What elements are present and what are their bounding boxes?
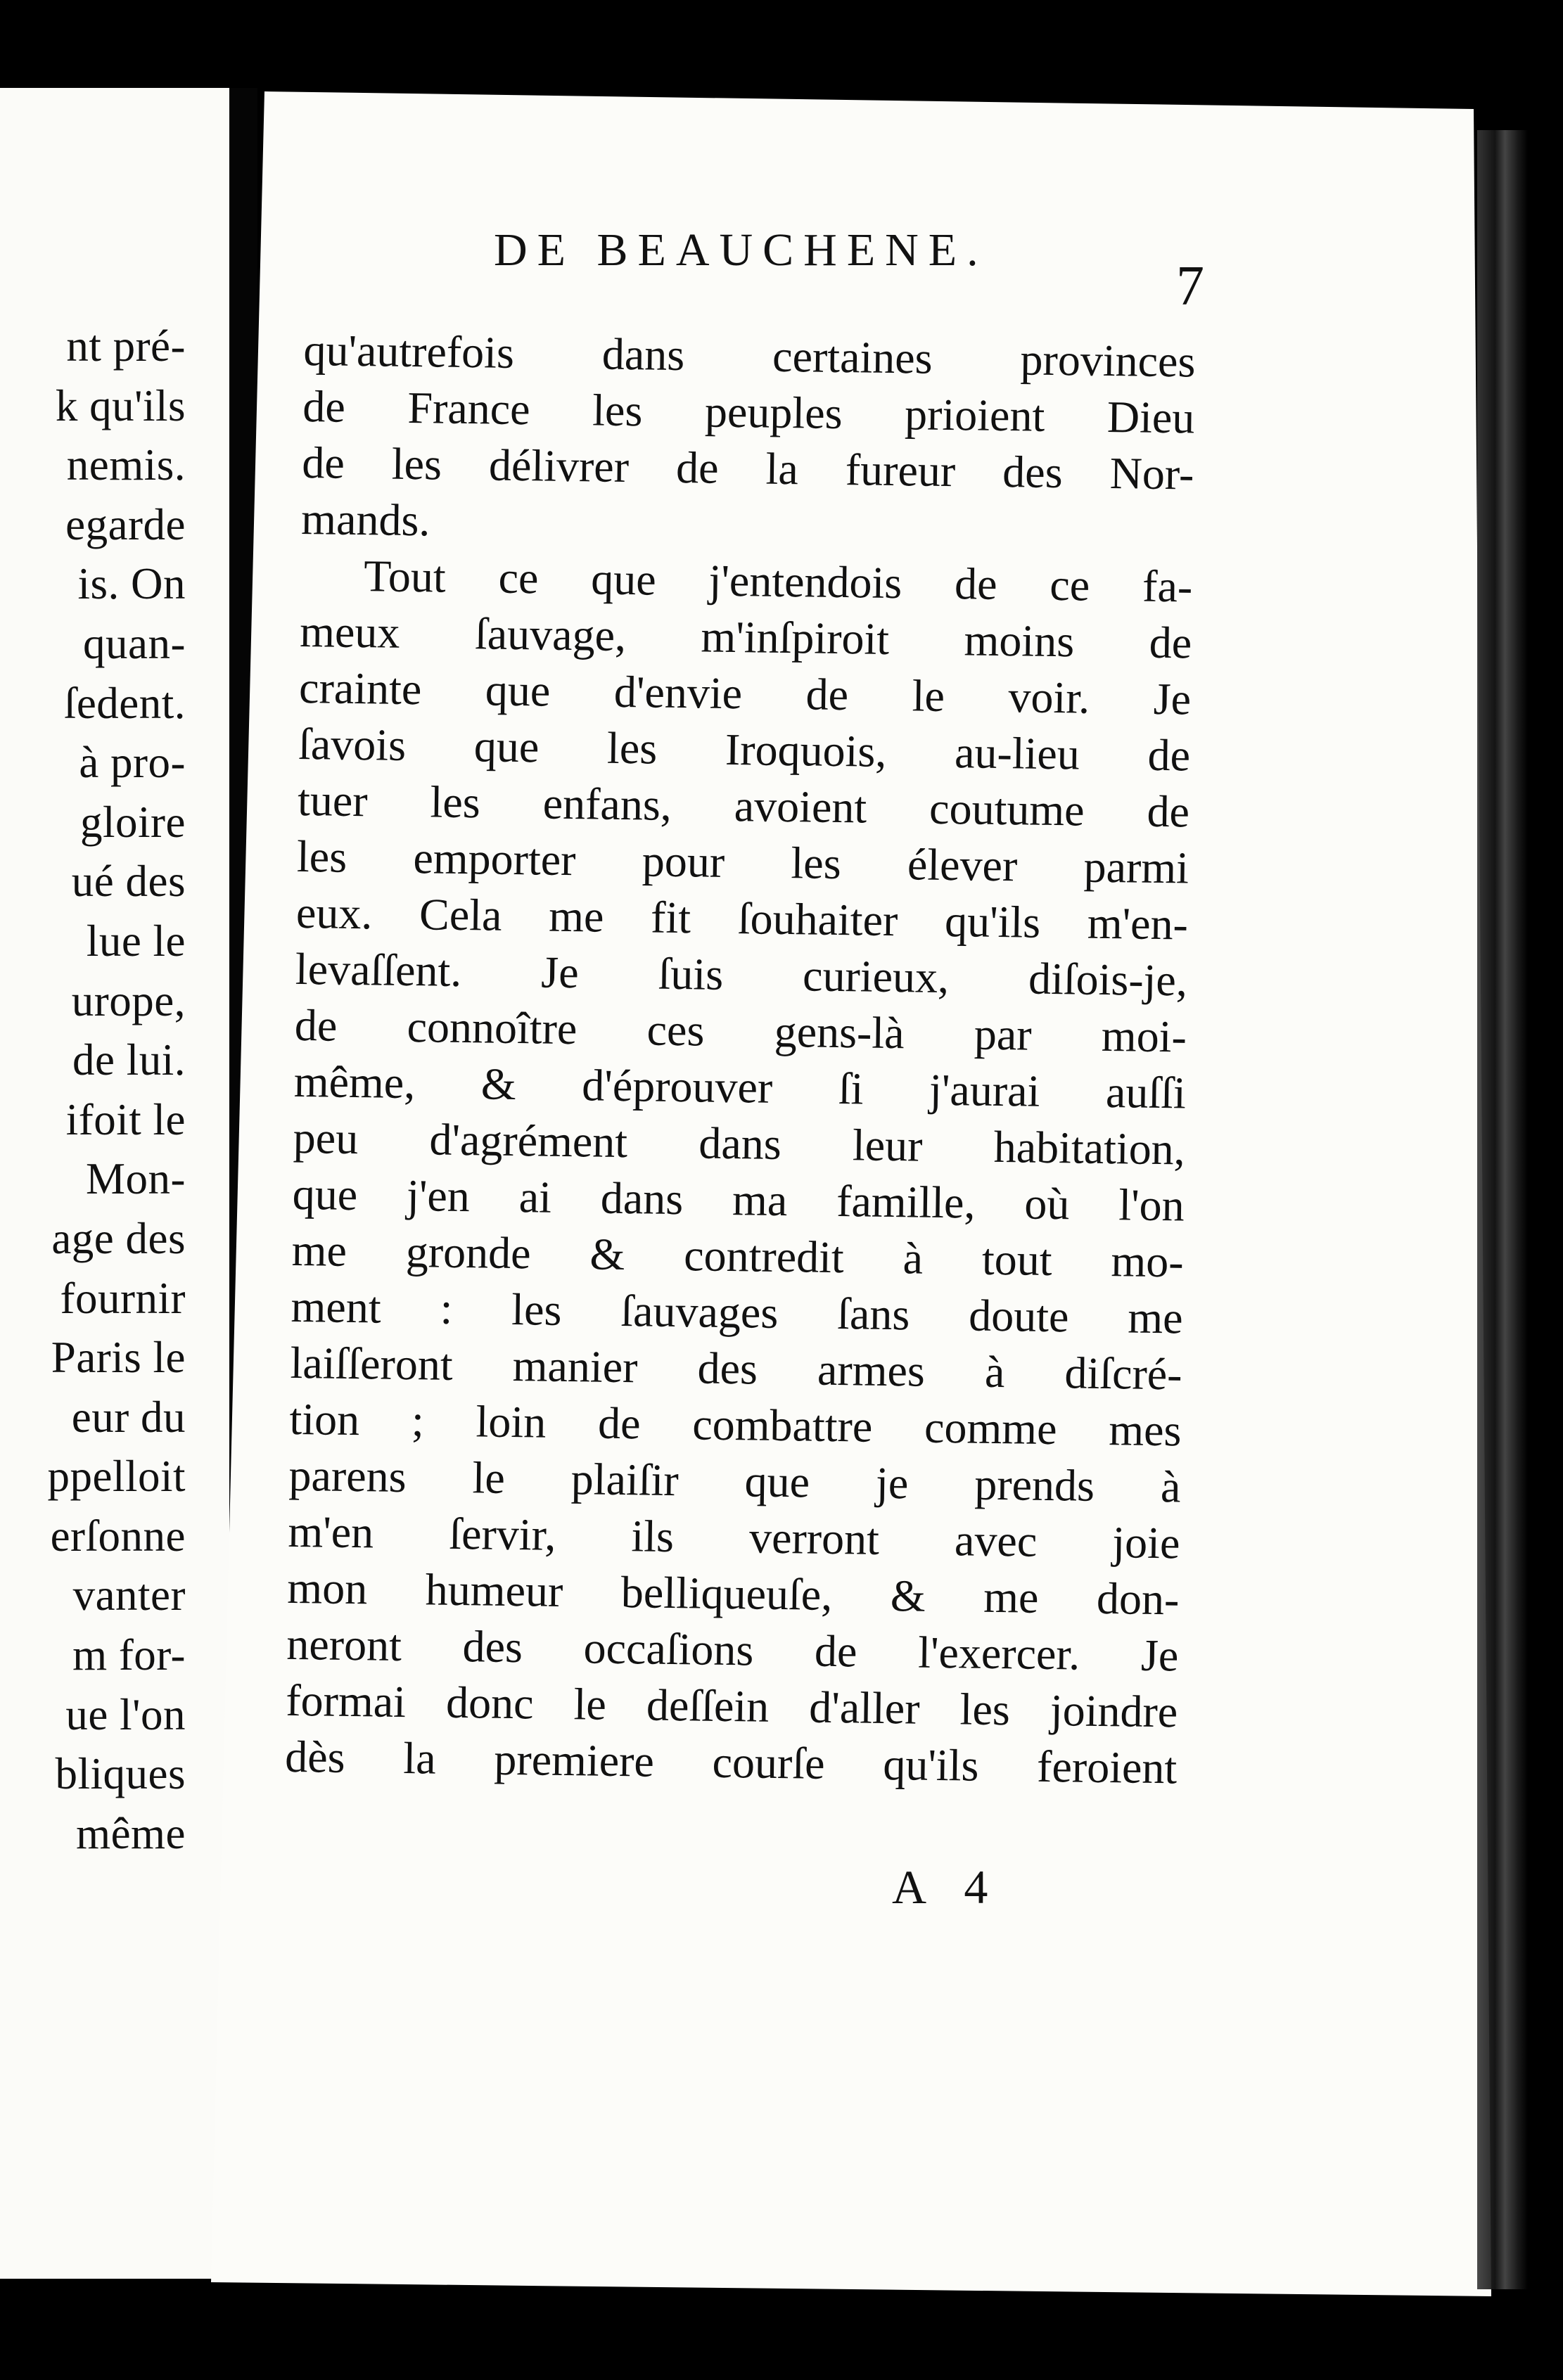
previous-page-line: à pro- [79,738,186,788]
text-line: les emporter pour les élever parmi [296,831,1189,893]
previous-page-line: ue l'on [65,1689,186,1739]
text-line: mands. [300,493,430,546]
text-line: meux ſauvage, m'inſpiroit moins de [299,606,1192,668]
previous-page-line: ſedent. [63,678,186,728]
text-line: mon humeur belliqueuſe, & me don- [286,1562,1180,1625]
previous-page-line: fournir [60,1273,186,1323]
text-line: ment : les ſauvages ſans doute me [291,1281,1184,1343]
text-line: ſavois que les Iroquois, au-lieu de [298,718,1191,781]
previous-page-line: m for- [72,1630,186,1680]
previous-page-line: même [76,1808,186,1858]
previous-page-line: nt pré- [66,321,186,371]
text-line: de les délivrer de la fureur des Nor- [301,437,1194,499]
previous-page-line: eur du [71,1392,186,1442]
previous-page-line: nemis. [66,440,186,490]
text-line: qu'autrefois dans certaines provinces [303,324,1196,387]
previous-page-line: age des [51,1213,186,1263]
page-number: 7 [1176,255,1204,317]
text-line: même, & d'éprouver ſi j'aurai auſſi [293,1056,1187,1118]
previous-page-line: is. On [77,559,186,609]
previous-page-line: vanter [72,1570,186,1620]
text-line: de connoître ces gens-là par moi- [294,999,1187,1062]
previous-page-line: bliques [55,1749,186,1799]
page-body-text [285,322,1196,1796]
text-line: tuer les enfans, avoient coutume de [297,774,1190,837]
text-line: levaſſent. Je ſuis curieux, diſois-je, [295,943,1188,1006]
previous-page-line: Paris le [51,1333,186,1383]
text-line: peu d'agrément dans leur habitation, [293,1112,1186,1175]
text-line: neront des occaſions de l'exercer. Je [286,1618,1179,1681]
previous-page-line: urope, [71,975,186,1025]
text-line: me gronde & contredit à tout mo- [291,1224,1185,1287]
previous-page-line: erſonne [50,1511,186,1561]
previous-page-line: de lui. [72,1035,186,1085]
text-line: formai donc le deſſein d'aller les joindre [285,1675,1178,1737]
running-head: DE BEAUCHENE. [494,224,988,276]
text-line: Tout ce que j'entendois de ce fa- [363,551,1193,612]
signature-mark: A 4 [892,1860,1002,1914]
previous-page-line: ppelloit [47,1452,186,1502]
previous-page-line: ué des [71,857,186,907]
previous-page-line: ifoit le [65,1094,186,1144]
previous-page-text [48,316,186,1863]
text-line: laiſſeront manier des armes à diſcré- [290,1337,1182,1400]
text-line: crainte que d'envie de le voir. Je [298,662,1192,724]
text-line: m'en ſervir, ils verront avec joie [288,1506,1180,1568]
text-line: dès la premiere courſe qu'ils feroient [284,1731,1178,1793]
text-line: que j'en ai dans ma famille, où l'on [292,1168,1185,1231]
previous-page-fragment [0,88,229,2279]
text-line: parens le plaiſir que je prends à [288,1450,1181,1512]
text-line: eux. Cela me fit ſouhaiter qu'ils m'en- [295,887,1189,949]
previous-page-line: lue le [86,916,186,966]
page-edge-shadow [1477,130,1528,2289]
previous-page-line: gloire [80,797,186,847]
previous-page-line: quan- [83,618,186,668]
previous-page-line: egarde [65,499,186,549]
text-line: de France les peuples prioient Dieu [302,380,1195,443]
text-line: tion ; loin de combattre comme mes [289,1393,1182,1456]
previous-page-line: Mon- [86,1154,186,1204]
previous-page-line: k qu'ils [55,380,186,430]
